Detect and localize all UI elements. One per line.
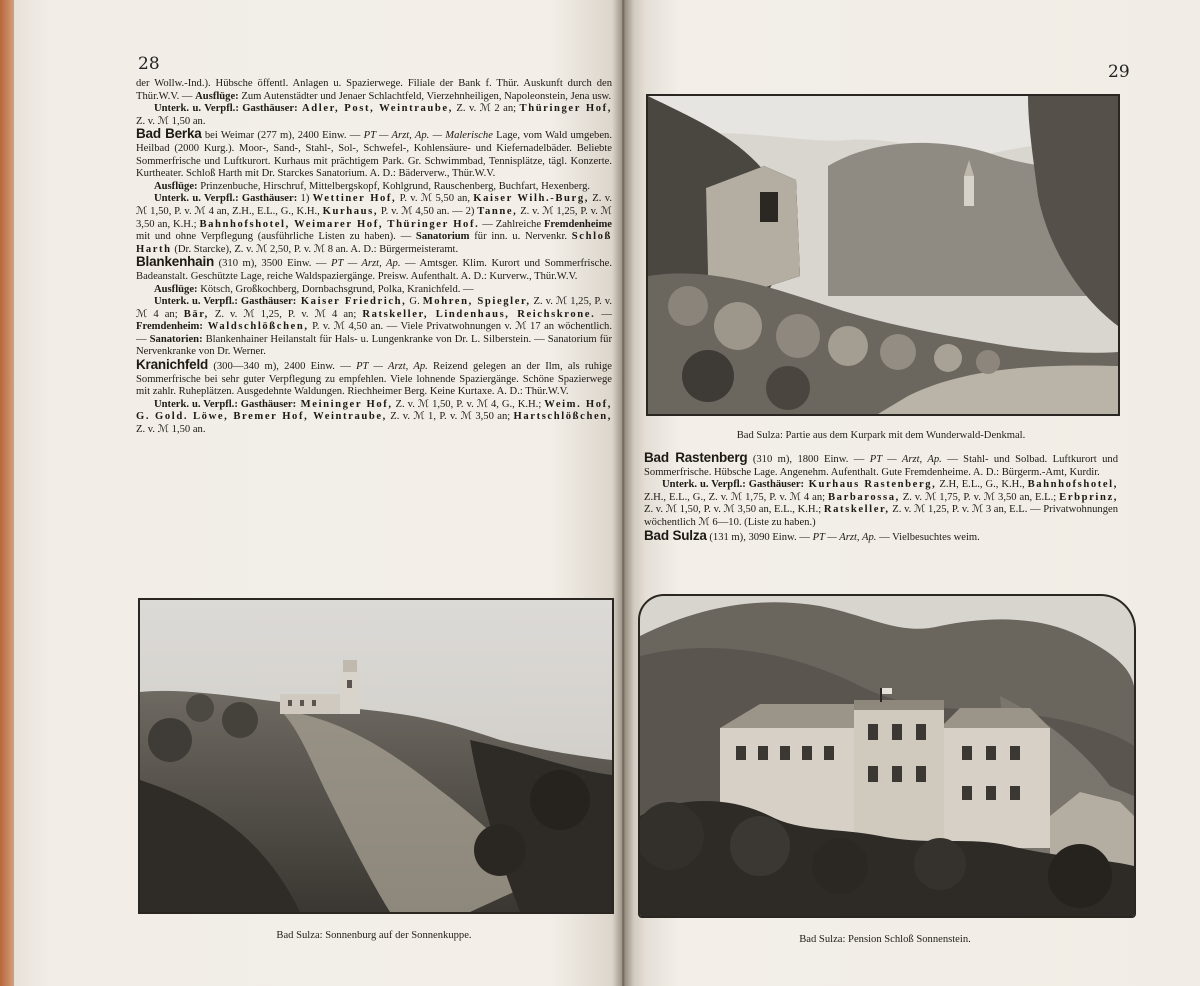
left-page: [14, 0, 622, 986]
heading-bad-sulza: Bad Sulza: [644, 527, 707, 543]
paragraph-berka-ausflug: Ausflüge: Prinzenbuche, Hirschruf, Mittelbergskopf, Kohlgrund, Rauschenberg, Buchfart, Hexenberg.: [154, 180, 591, 192]
photo-sonnenburg-image: [140, 600, 612, 912]
paragraph-blankenhain-ausflug: Ausflüge: Kötsch, Großkochberg, Dornbachsgrund, Polka, Kranichfeld. —: [154, 283, 474, 295]
caption-sonnenburg: Bad Sulza: Sonnenburg auf der Sonnenkuppe.: [276, 930, 472, 941]
heading-bad-berka: Bad Berka: [136, 126, 202, 142]
entry-kranichfeld: Kranichfeld (300—340 m), 2400 Einw. — PT — Arzt, Ap. Reizend gelegen an der Ilm, als ruhige Sommerfrische bei sehr guter Verpflegung zu empfehlen. Viele lohnende Spaziergänge. Schöne Spazierwege mit zahlr. Ruheplätzen. Ausgedehnte Waldungen. Riechheimer Berg. Keine Kurtaxe. A. D.: Thür.W.V.: [136, 357, 612, 398]
photo-kurpark-image: [648, 96, 1118, 414]
right-text-column: [644, 452, 1118, 544]
right-page: [622, 0, 1200, 986]
paragraph-kranichfeld-unterk: Unterk. u. Verpfl.: Gasthäuser: Meininger Hof, Z. v. ℳ 1,50, P. v. ℳ 4, G., K.H.; Weim. Hof, G. Gold. Löwe, Bremer Hof, Weintraube, Z. v. ℳ 1, P. v. ℳ 3,50 an; Hartschlößchen, Z. v. ℳ 1,50 an.: [136, 398, 612, 436]
photo-sonnenstein: [638, 594, 1136, 918]
entry-bad-rastenberg: Bad Rastenberg (310 m), 1800 Einw. — PT — Arzt, Ap. — Stahl- und Solbad. Luftkurort und Sommerfrische. Hübsche Lage. Angenehm. Aufenthalt. Gute Fremdenheime. A. D.: Bürgerm.-Amt, Kurdir.: [644, 450, 1118, 478]
entry-bad-berka: Bad Berka bei Weimar (277 m), 2400 Einw. — PT — Arzt, Ap. — Malerische Lage, vom Wald umgeben. Heilbad (2000 Kurg.). Moor-, Sand-, Stahl-, Sol-, Schwefel-, Kohlensäure- und Kiefernadelbäder. Beliebte Sommerfrische und Luftkurort. Kurhaus mit prächtigem Park. Gr. Schwimmbad, Tennisplätze, tägl. Konzerte. Kurtheater. Schloß Harth mit Dr. Starckes Sanatorium. A. D.: Bäderverw., Thür.W.V.: [136, 126, 612, 180]
left-text-column: [136, 78, 612, 437]
paragraph-rastenberg-unterk: Unterk. u. Verpfl.: Gasthäuser: Kurhaus Rastenberg, Z.H, E.L., G., K.H., Bahnhofshotel, Z.H., E.L., G., Z. v. ℳ 1,75, P. v. ℳ 4 an; Barbarossa, Z. v. ℳ 1,75, P. v. ℳ 3,50 an, E.L.; Erbprinz, Z. v. ℳ 1,50, P. v. ℳ 3,50 an, E.L., K.H.; Ratskeller, Z. v. ℳ 1,25, P. v. ℳ 3 an, E.L. — Privatwohnungen wöchentlich ℳ 6—10. (Liste zu haben.): [644, 479, 1119, 528]
page-number-right: 29: [1108, 62, 1130, 82]
paragraph-berka-unterk: Unterk. u. Verpfl.: Gasthäuser: 1) Wettiner Hof, P. v. ℳ 5,50 an, Kaiser Wilh.-Burg, Z. v. ℳ 1,50, P. v. ℳ 4 an, Z.H., E.L., G., K.H., Kurhaus, P. v. ℳ 4,50 an. — 2) Tanne, Z. v. ℳ 1,25, P. v. ℳ 3,50 an, K.H.; Bahnhofshotel, Weimarer Hof, Thüringer Hof. — Zahlreiche Fremdenheime mit und ohne Verpflegung (ausführliche Listen zu haben). — Sanatorium für inn. u. Nervenkr. Schloß Harth (Dr. Starcke), Z. v. ℳ 2,50, P. v. ℳ 8 an. A. D.: Bürgermeisteramt.: [136, 193, 612, 255]
book-gutter: [612, 0, 634, 986]
paragraph-apolda-unterk: Unterk. u. Verpfl.: Gasthäuser: Adler, Post, Weintraube, Z. v. ℳ 2 an; Thüringer Hof, Z. v. ℳ 1,50 an.: [136, 103, 612, 127]
page-number-left: 28: [138, 54, 160, 74]
photo-sonnenstein-image: [640, 596, 1134, 916]
heading-kranichfeld: Kranichfeld: [136, 357, 209, 373]
heading-bad-rastenberg: Bad Rastenberg: [644, 450, 748, 465]
caption-kurpark: Bad Sulza: Partie aus dem Kurpark mit dem Wunderwald-Denkmal.: [736, 430, 1026, 441]
photo-kurpark: [646, 94, 1120, 416]
entry-bad-sulza: Bad Sulza (131 m), 3090 Einw. — PT — Arzt, Ap. — Vielbesuchtes weim.: [644, 527, 980, 543]
paragraph-apolda-cont: der Wollw.-Ind.). Hübsche öffentl. Anlagen u. Spazierwege. Filiale der Bank f. Thür. Auskunft durch den Thür.W.V. — Ausflüge: Zum Autenstädter und Jenaer Schlachtfeld, Vierzehnheiligen, Napoleonstein, Jena usw.: [136, 78, 612, 102]
heading-blankenhain: Blankenhain: [136, 254, 215, 270]
paragraph-blankenhain-unterk: Unterk. u. Verpfl.: Gasthäuser: Kaiser Friedrich, G. Mohren, Spiegler, Z. v. ℳ 1,25, P. v. ℳ 4 an; Bär, Z. v. ℳ 1,25, P. v. ℳ 4 an; Ratskeller, Lindenhaus, Reichskrone. — Fremdenheim: Waldschlößchen, P. v. ℳ 4,50 an. — Viele Privatwohnungen v. ℳ 17 an wöchentlich. — Sanatorien: Blankenhainer Heilanstalt für Hals- u. Lungenkranke von Dr. L. Silberstein. — Sanatorium für Nervenkranke von Dr. Werner.: [136, 296, 612, 358]
entry-blankenhain: Blankenhain (310 m), 3500 Einw. — PT — Arzt, Ap. — Amtsger. Klim. Kurort und Sommerfrische. Badeanstalt. Geschützte Lage, reiche Waldspaziergänge. Preisw. Aufenthalt. A. D.: Kurverw., Thür.W.V.: [136, 254, 612, 282]
photo-sonnenburg: [138, 598, 614, 914]
caption-sonnenstein: Bad Sulza: Pension Schloß Sonnenstein.: [799, 934, 971, 945]
